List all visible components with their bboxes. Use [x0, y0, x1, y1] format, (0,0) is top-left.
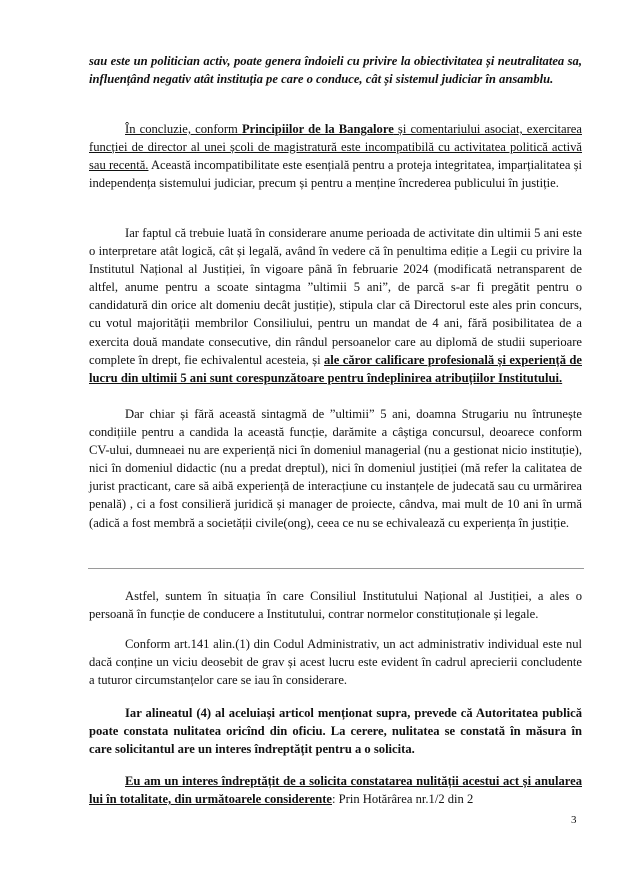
interest-emphasis: Eu am un interes îndreptățit de a solicita constatarea nulității acestui act și anularea lui în totalitate, din următoarele considerente [89, 774, 582, 807]
five-years-text: Iar faptul că trebuie luată în considerare anume perioada de activitate din ultimii 5 ani este o interpretare atât logică, cât și legală, având în vedere că în penultima ediție a Legii cu privire la Institutul Național al Justiției, în vigoare până în februarie 2024 (modificată netransparent de altfel, anume pentru a scoate sintagma ”ultimii 5 ani”, de parcă s-ar fi pregătit pentru o candidatură din orice alt domeniu decât justiție), stipula clar că Directorul este ales prin concurs, cu votul majorității membrilor Consiliului, pentru un mandat de 4 ani, fără posibilitatea de a exercita două mandate consecutive, din rândul persoanelor care au diplomă de studii superioare complete în drept, fie echivalentul acesteia, și [89, 226, 582, 367]
conclusion-underlined-start: În concluzie, conform [125, 122, 242, 136]
paragraph-five-years [89, 224, 582, 387]
conclusion-rest: Această incompatibilitate este esențială pentru a proteja integritatea, imparțialitatea și independența sistemului judiciar, precum și pentru a menține încrederea publicului în justiție. [89, 158, 582, 191]
interest-rest: : Prin Hotărârea nr.1/2 din 2 [332, 792, 474, 807]
paragraph-alineat4: Iar alineatul (4) al aceluiași articol menționat supra, prevede că Autoritatea publică poate constata nulitatea oricînd din oficiu. La cerere, nulitatea se constată în măsura în care solicitantul are un interes îndreptățit pentru a o solicita. [89, 706, 582, 757]
bangalore-principles-link: Principiilor de la Bangalore [241, 122, 394, 136]
paragraph-intro: sau este un politician activ, poate genera îndoieli cu privire la obiectivitatea și neutralitatea sa, influențând negativ atât instituția pe care o conduce, cât și sistemul judiciar în ansamblu. [89, 54, 582, 87]
conclusion-underlined-end: și comentariului asociat, exercitarea funcției de director al unei școli de magistratură este incompatibilă cu activitatea politică activă sau recentă. [89, 122, 582, 173]
paragraph-art141: Conform art.141 alin.(1) din Codul Administrativ, un act administrativ individual este nul dacă conține un viciu deosebit de grav și acest lucru este evident în cadrul aprecierii concludente a tuturor circumstanțelor care se iau în considerare. [89, 637, 582, 688]
paragraph-situation: Astfel, suntem în situația în care Consiliul Institutului Național al Justiției, a ales o persoană în funcție de conducere a Institutului, contrar normelor constituționale și legale. [89, 589, 582, 622]
page-number: 3 [571, 814, 577, 826]
five-years-emphasis: ale căror calificare profesională și experiență de lucru din ultimii 5 ani sunt corespunzătoare pentru îndeplinirea atribuțiilor Institutului. [89, 352, 582, 385]
paragraph-interest [89, 772, 582, 808]
paragraph-conclusion [89, 120, 582, 192]
section-divider [88, 568, 584, 569]
paragraph-cv: Dar chiar și fără această sintagmă de ”ultimii” 5 ani, doamna Strugariu nu întrunește condițiile pentru a candida la această funcție, darămite a câștiga concursul, deoarece conform CV-ului, dumneaei nu are experiență nici în domeniul managerial (nu a gestionat nicio instituție), nici în domeniul didactic (nu a predat dreptul), nici în domeniul justiției (mă refer la calitatea de jurist practicant, care să aibă experiență de interacțiune cu instanțele de judecată sau cu urmărirea penală) , ci a fost consilieră juridică și manager de proiecte, cândva, mai mult de 10 ani în urmă (adică a fost membră a societății civile(ong), ceea ce nu se echivalează cu experiența în justiție. [89, 407, 582, 530]
